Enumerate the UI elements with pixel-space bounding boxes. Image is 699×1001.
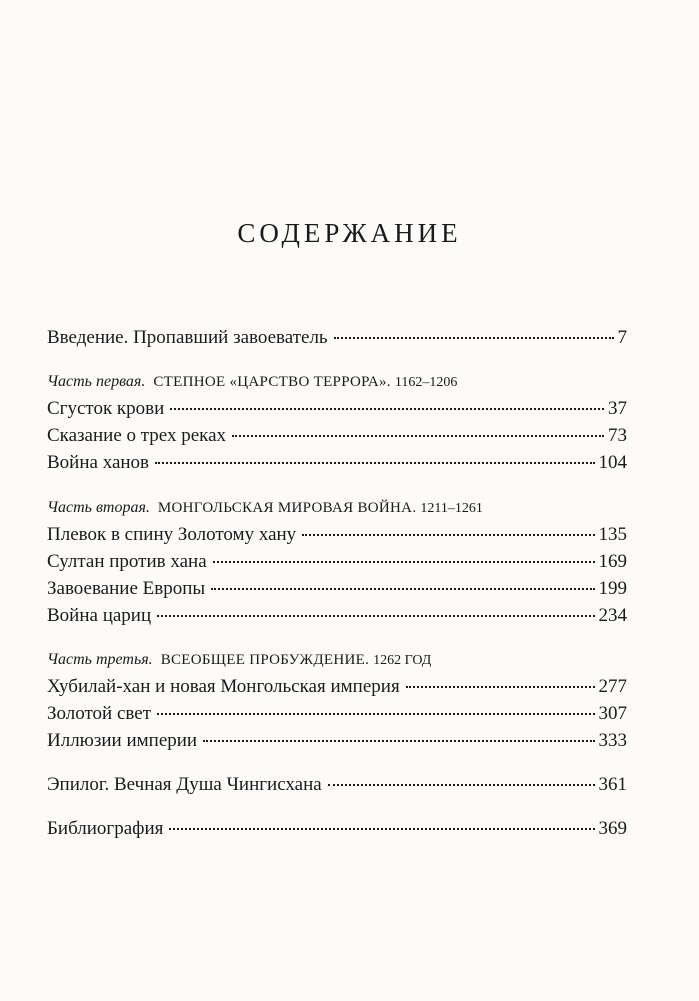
entry-label: Иллюзии империи bbox=[47, 730, 198, 751]
page-number: 333 bbox=[598, 730, 627, 751]
page-number: 277 bbox=[598, 676, 627, 697]
entry-label: Султан против хана bbox=[47, 551, 207, 572]
toc-entry[interactable] bbox=[47, 575, 627, 602]
toc-entry[interactable] bbox=[47, 395, 627, 422]
page-number: 7 bbox=[617, 327, 627, 348]
page-title: СОДЕРЖАНИЕ bbox=[237, 218, 462, 248]
part-years: 1211–1261 bbox=[420, 501, 483, 516]
toc-entry[interactable] bbox=[47, 422, 627, 449]
part-heading-1 bbox=[47, 368, 627, 395]
toc-entry-introduction[interactable] bbox=[47, 324, 627, 351]
dot-leader bbox=[406, 686, 595, 688]
toc-entry[interactable] bbox=[47, 602, 627, 629]
table-of-contents bbox=[47, 324, 627, 842]
dot-leader bbox=[203, 740, 594, 742]
page-number: 37 bbox=[608, 398, 627, 419]
dot-leader bbox=[211, 588, 594, 590]
page-number: 361 bbox=[598, 774, 627, 795]
entry-label: Сгусток крови bbox=[47, 398, 165, 419]
dot-leader bbox=[157, 713, 595, 715]
dot-leader bbox=[213, 561, 595, 563]
dot-leader bbox=[334, 337, 614, 339]
part-label: Часть вторая. bbox=[47, 499, 150, 516]
toc-entry-epilogue[interactable] bbox=[47, 771, 627, 798]
entry-label: Эпилог. Вечная Душа Чингисхана bbox=[47, 774, 322, 795]
toc-entry-bibliography[interactable] bbox=[47, 815, 627, 842]
entry-label: Золотой свет bbox=[47, 703, 151, 724]
dot-leader bbox=[169, 828, 594, 830]
entry-label: Война ханов bbox=[47, 452, 150, 473]
page-number: 307 bbox=[598, 703, 627, 724]
page-number: 104 bbox=[598, 452, 627, 473]
part-title: СТЕПНОЕ «ЦАРСТВО ТЕРРОРА». bbox=[153, 374, 391, 390]
toc-entry[interactable] bbox=[47, 548, 627, 575]
part-label: Часть третья. bbox=[47, 651, 153, 668]
part-years: 1162–1206 bbox=[394, 375, 458, 390]
entry-label: Библиография bbox=[47, 818, 164, 839]
entry-label: Сказание о трех реках bbox=[47, 425, 227, 446]
entry-label: Хубилай-хан и новая Монгольская империя bbox=[47, 676, 400, 697]
dot-leader bbox=[232, 435, 604, 437]
toc-entry[interactable] bbox=[47, 700, 627, 727]
toc-entry[interactable] bbox=[47, 673, 627, 700]
dot-leader bbox=[155, 462, 594, 464]
entry-label: Плевок в спину Золотому хану bbox=[47, 524, 297, 545]
page-number: 73 bbox=[608, 425, 627, 446]
part-title: ВСЕОБЩЕЕ ПРОБУЖДЕНИЕ. bbox=[160, 652, 370, 668]
part-years: 1262 ГОД bbox=[373, 653, 432, 668]
dot-leader bbox=[157, 615, 594, 617]
entry-label: Война цариц bbox=[47, 605, 152, 626]
dot-leader bbox=[328, 784, 595, 786]
page-number: 369 bbox=[598, 818, 627, 839]
part-heading-2 bbox=[47, 494, 627, 521]
part-label: Часть первая. bbox=[47, 373, 146, 390]
toc-entry[interactable] bbox=[47, 727, 627, 754]
dot-leader bbox=[302, 534, 594, 536]
entry-label: Завоевание Европы bbox=[47, 578, 206, 599]
page-number: 169 bbox=[598, 551, 627, 572]
page-number: 234 bbox=[598, 605, 627, 626]
part-heading-3 bbox=[47, 646, 627, 673]
page-number: 135 bbox=[598, 524, 627, 545]
entry-label: Введение. Пропавший завоеватель bbox=[47, 327, 328, 348]
toc-entry[interactable] bbox=[47, 521, 627, 548]
toc-entry[interactable] bbox=[47, 449, 627, 476]
page-number: 199 bbox=[598, 578, 627, 599]
part-title: МОНГОЛЬСКАЯ МИРОВАЯ ВОЙНА. bbox=[157, 500, 417, 516]
dot-leader bbox=[170, 408, 604, 410]
